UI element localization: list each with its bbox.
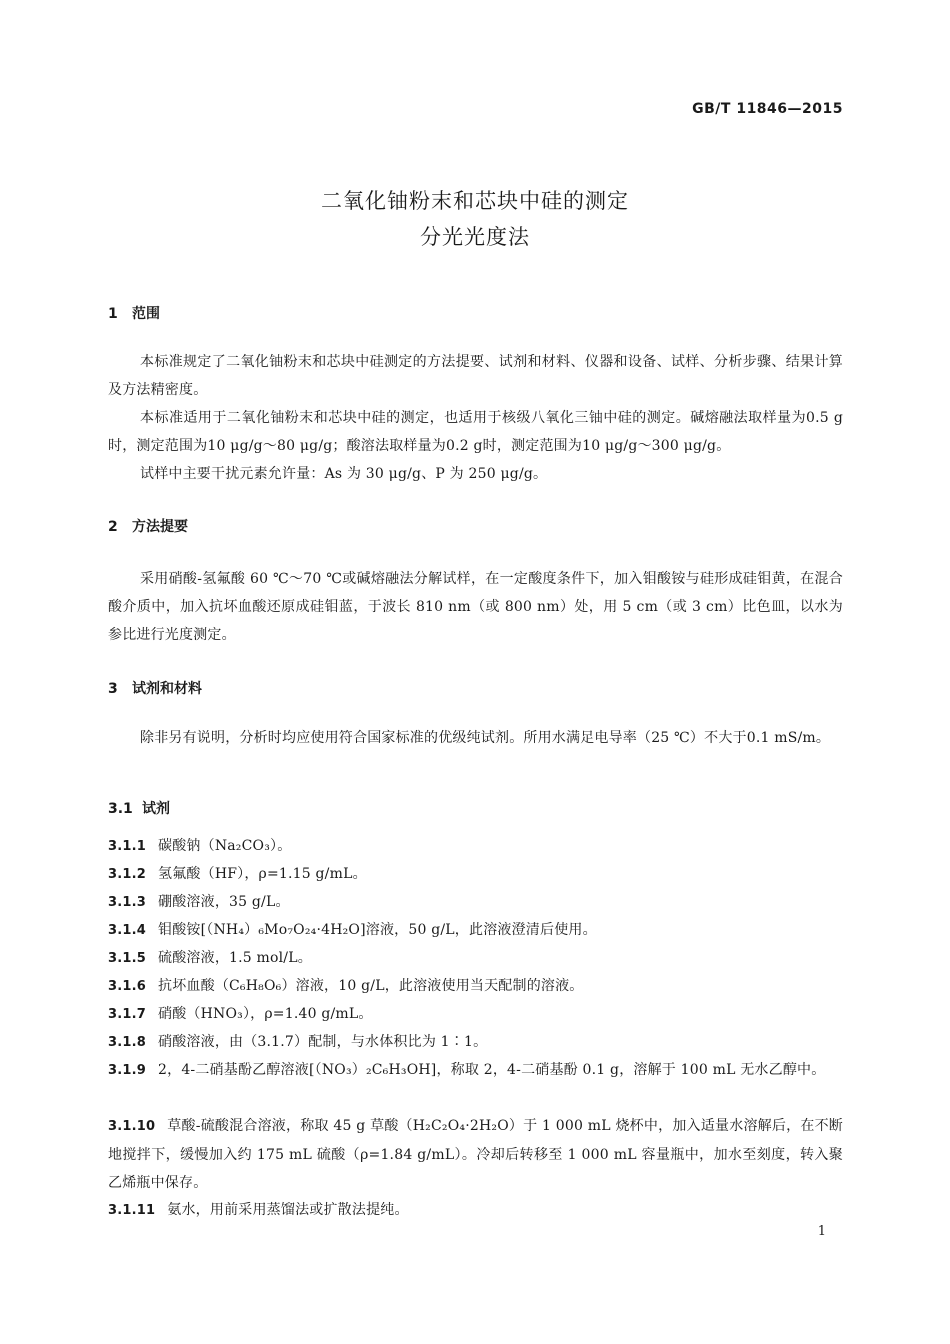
section-heading-scope [108,303,160,323]
section-number: 2 [108,519,118,535]
section-title: 试剂和材料 [132,681,202,697]
section-number: 3 [108,681,118,697]
paragraph: 本标准规定了二氧化铀粉末和芯块中硅测定的方法提要、试剂和材料、仪器和设备、试样、分析步骤、结果计算及方法精密度。 [108,354,843,398]
list-item: 3.1.11 氨水，用前采用蒸馏法或扩散法提纯。 [108,1202,409,1218]
section-title: 试剂 [142,801,170,817]
list-item: 3.1.10 草酸-硫酸混合溶液，称取 45 g 草酸（H₂C₂O₄·2H₂O）于 1 000 mL 烧杯中，加入适量水溶解后，在不断地搅拌下，缓慢加入约 175 mL 硫酸（ρ=1.84 g/mL）。冷却后转移至 1 000 mL 容量瓶中，加水至刻度，转入聚乙烯瓶中保存。 [108,1118,843,1191]
subsection-heading-reagents [108,798,170,818]
list-item: 3.1.5 硫酸溶液，1.5 mol/L。 [108,950,312,966]
list-item: 3.1.8 硝酸溶液，由（3.1.7）配制，与水体积比为 1∶1。 [108,1034,488,1050]
list-item: 3.1.7 硝酸（HNO₃），ρ=1.40 g/mL。 [108,1006,373,1022]
page-number: 1 [817,1224,826,1239]
section-title: 范围 [132,306,160,322]
section-heading-reagents [108,678,202,698]
paragraph: 除非另有说明，分析时均应使用符合国家标准的优级纯试剂。所用水满足电导率（25 ℃）不大于0.1 mS/m。 [140,730,831,746]
document-title: 二氧化铀粉末和芯块中硅的测定 [321,189,629,213]
section-heading-principle [108,516,188,536]
paragraph: 试样中主要干扰元素允许量：As 为 30 μg/g、P 为 250 μg/g。 [140,466,548,482]
paragraph: 本标准适用于二氧化铀粉末和芯块中硅的测定，也适用于核级八氧化三铀中硅的测定。碱熔融法取样量为0.5 g时，测定范围为10 μg/g～80 μg/g；酸溶法取样量为0.2 g时，测定范围为10 μg/g～300 μg/g。 [108,410,843,454]
section-number: 3.1 [108,801,133,817]
list-item: 3.1.9 2，4-二硝基酚乙醇溶液[（NO₃）₂C₆H₃OH]，称取 2，4-二硝基酚 0.1 g，溶解于 100 mL 无水乙醇中。 [108,1062,826,1078]
standard-code: GB/T 11846—2015 [692,101,843,117]
document-subtitle: 分光光度法 [420,225,530,249]
list-item: 3.1.6 抗坏血酸（C₆H₈O₆）溶液，10 g/L，此溶液使用当天配制的溶液。 [108,978,584,994]
list-item: 3.1.4 钼酸铵[（NH₄）₆Mo₇O₂₄·4H₂O]溶液，50 g/L，此溶液澄清后使用。 [108,922,597,938]
section-title: 方法提要 [132,519,188,535]
section-number: 1 [108,306,118,322]
list-item: 3.1.3 硼酸溶液，35 g/L。 [108,894,290,910]
list-item: 3.1.1 碳酸钠（Na₂CO₃）。 [108,838,292,854]
paragraph: 采用硝酸-氢氟酸 60 ℃～70 ℃或碱熔融法分解试样，在一定酸度条件下，加入钼酸铵与硅形成硅钼黄，在混合酸介质中，加入抗坏血酸还原成硅钼蓝，于波长 810 nm（或 800 nm）处，用 5 cm（或 3 cm）比色皿，以水为参比进行光度测定。 [108,571,843,643]
list-item: 3.1.2 氢氟酸（HF），ρ=1.15 g/mL。 [108,866,367,882]
